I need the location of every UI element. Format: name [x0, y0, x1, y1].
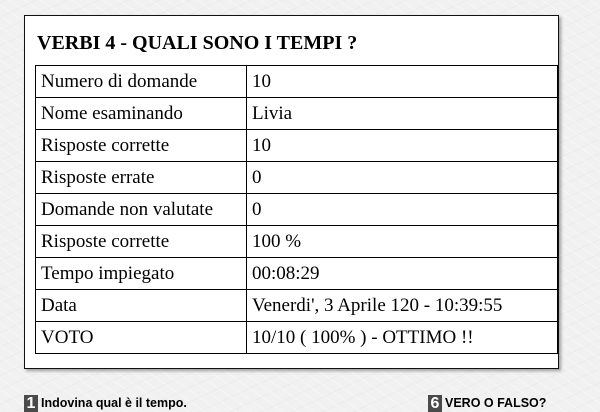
quiz-title: VERBI 4 - QUALI SONO I TEMPI ? — [37, 32, 358, 54]
row-value-examinee-name: Livia — [247, 98, 558, 130]
row-value-date: Venerdi', 3 Aprile 120 - 10:39:55 — [247, 290, 558, 322]
table-row — [36, 194, 558, 226]
row-value-correct-answers: 10 — [247, 130, 558, 162]
exercise-link-label: Indovina qual è il tempo. — [41, 396, 187, 410]
table-row — [36, 130, 558, 162]
table-row — [36, 290, 558, 322]
row-label-correct-answers: Risposte corrette — [36, 130, 247, 162]
row-label-wrong-answers: Risposte errate — [36, 162, 247, 194]
row-value-unrated-questions: 0 — [247, 194, 558, 226]
table-row — [36, 66, 558, 98]
row-value-wrong-answers: 0 — [247, 162, 558, 194]
row-label-examinee-name: Nome esaminando — [36, 98, 247, 130]
exercise-link-true-false[interactable] — [428, 392, 546, 412]
row-label-grade: VOTO — [36, 322, 247, 354]
row-value-time-spent: 00:08:29 — [247, 258, 558, 290]
row-label-correct-percentage: Risposte corrette — [36, 226, 247, 258]
row-label-question-count: Numero di domande — [36, 66, 247, 98]
results-table — [35, 65, 558, 354]
number-1-icon: 1 — [24, 395, 38, 412]
exercise-link-label: VERO O FALSO? — [445, 396, 547, 410]
table-row — [36, 258, 558, 290]
row-value-grade: 10/10 ( 100% ) - OTTIMO !! — [247, 322, 558, 354]
table-row — [36, 98, 558, 130]
row-value-question-count: 10 — [247, 66, 558, 98]
quiz-results-panel — [24, 15, 559, 369]
row-label-unrated-questions: Domande non valutate — [36, 194, 247, 226]
row-label-time-spent: Tempo impiegato — [36, 258, 247, 290]
exercise-link-guess-tense[interactable] — [24, 392, 187, 412]
table-row — [36, 226, 558, 258]
row-label-date: Data — [36, 290, 247, 322]
row-value-correct-percentage: 100 % — [247, 226, 558, 258]
table-row — [36, 162, 558, 194]
number-6-icon: 6 — [428, 395, 442, 412]
table-row — [36, 322, 558, 354]
